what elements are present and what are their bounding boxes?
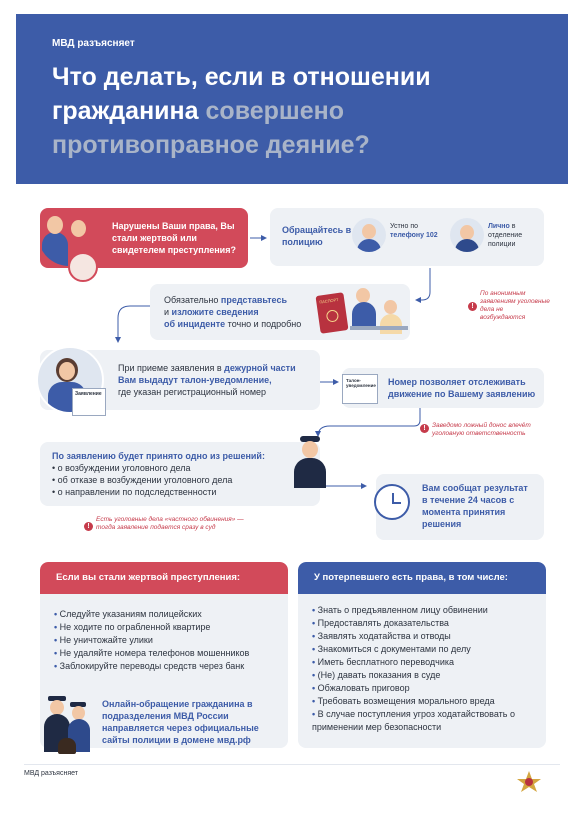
- victim-advice-title: Если вы стали жертвой преступления:: [40, 562, 288, 594]
- victim-rights-panel: [298, 562, 546, 748]
- step6-title: По заявлению будет принято одно из решений:: [52, 451, 265, 461]
- victim-advice-list: [40, 594, 288, 673]
- warning-icon: !: [420, 424, 429, 433]
- list-item: • Знакомиться с документами по делу: [312, 643, 546, 656]
- ticket-icon: Талон-уведомление: [342, 374, 378, 404]
- list-item: • Обжаловать приговор: [312, 682, 546, 695]
- title-accent: совершено противоправное деяние?: [52, 97, 370, 159]
- passport-icon: ПАСПОРТ: [315, 292, 348, 334]
- step2-inperson: Лично в отделение полиции: [488, 223, 523, 248]
- step1-text: Нарушены Ваши права, Вы стали жертвой или свидетелем преступления?: [112, 221, 236, 255]
- note-false-report: Заведомо ложный донос влечёт уголовную ответственность: [432, 422, 531, 437]
- list-item: • Предоставлять доказательства: [312, 617, 546, 630]
- victim-rights-title: У потерпевшего есть права, в том числе:: [298, 562, 546, 594]
- footer-divider: [24, 764, 560, 765]
- mvd-emblem-icon: [514, 770, 544, 794]
- list-item: • Заявлять ходатайства и отводы: [312, 630, 546, 643]
- list-item: • Не уничтожайте улики: [54, 634, 288, 647]
- step-decision: [40, 442, 320, 506]
- warning-icon: !: [468, 302, 477, 311]
- list-item: • Знать о предъявленном лицу обвинении: [312, 604, 546, 617]
- clock-icon: [374, 484, 410, 520]
- list-item: • В случае поступления угроз ходатайствовать о применении мер безопасности: [312, 708, 522, 734]
- page-title: Что делать, если в отношении гражданина совершено противоправное деяние?: [52, 63, 431, 159]
- step2-main: Обращайтесь в полицию: [282, 225, 352, 247]
- online-appeal-text: Онлайн-обращение гражданина в подразделения МВД России направляется через официальные сайты полиции в домене мвд.рф: [102, 699, 259, 745]
- step3-text: Обязательно представьтесь и изложите сведения об инциденте точно и подробно: [164, 295, 302, 329]
- step6-item: • о направлении по подследственности: [52, 487, 217, 497]
- list-item: • Следуйте указаниям полицейских: [54, 608, 288, 621]
- step6-item: • о возбуждении уголовного дела: [52, 463, 191, 473]
- officer-avatar: [450, 218, 484, 252]
- footer-label: МВД разъясняет: [24, 770, 78, 777]
- list-item: • Не ходите по ограбленной квартире: [54, 621, 288, 634]
- note-anonymous: По анонимным заявлениям уголовные дела не возбуждаются: [480, 290, 550, 321]
- list-item: • Не удаляйте номера телефонов мошенников: [54, 647, 288, 660]
- clerk-illustration: [350, 286, 408, 338]
- operator-avatar: [352, 218, 386, 252]
- list-item: • Заблокируйте переводы средств через банк: [54, 660, 288, 673]
- note-private-prosecution: Есть уголовные дела «частного обвинения» — тогда заявление подается сразу в суд: [96, 516, 244, 531]
- list-item: • (Не) давать показания в суде: [312, 669, 546, 682]
- application-form-icon: Заявление: [72, 388, 106, 416]
- step4-text: При приеме заявления в дежурной части Вам выдадут талон-уведомление, где указан регистрационный номер: [118, 363, 296, 397]
- warning-icon: !: [84, 522, 93, 531]
- list-item: • Требовать возмещения морального вреда: [312, 695, 546, 708]
- list-item: • Иметь бесплатного переводчика: [312, 656, 546, 669]
- step2-phone: Устно по телефону 102: [390, 223, 438, 239]
- step6-item: • об отказе в возбуждении уголовного дела: [52, 475, 233, 485]
- officer-illustration: [290, 436, 330, 488]
- police-team-illustration: [38, 696, 98, 756]
- victim-rights-list: [298, 594, 546, 734]
- step7-text: Вам сообщат результат в течение 24 часов с момента принятия решения: [422, 483, 528, 529]
- step-contact-police: [270, 208, 544, 266]
- header-kicker: МВД разъясняет: [52, 38, 135, 49]
- step5-text: Номер позволяет отслеживать движение по Вашему заявлению: [388, 377, 536, 399]
- wallet-icon: [68, 252, 98, 282]
